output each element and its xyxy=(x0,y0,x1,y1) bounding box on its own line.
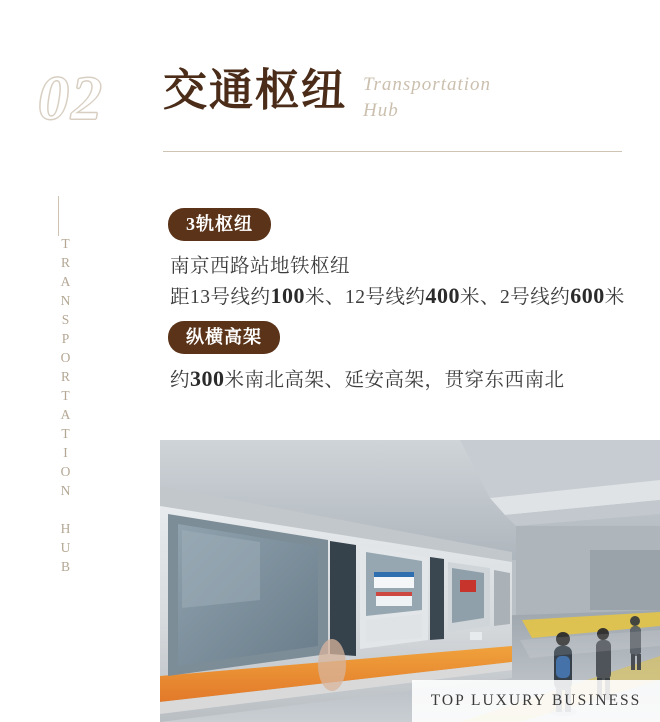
title-divider xyxy=(163,151,622,152)
text-fragment: 米 xyxy=(604,287,625,308)
text-fragment: 约 xyxy=(170,370,191,391)
side-label-vertical: TRANSPORTATION HUB xyxy=(58,236,73,578)
rail-hub-line-1: 南京西路站地铁枢纽 xyxy=(170,256,351,277)
page-title xyxy=(163,66,623,123)
badge-elevated-road: 纵横高架 xyxy=(168,321,280,354)
emphasized-number: 100 xyxy=(270,283,306,308)
side-label-rule xyxy=(58,196,59,236)
title-english-line2: Hub xyxy=(363,99,399,121)
rail-hub-line-2 xyxy=(170,281,625,309)
elevated-road-line-1 xyxy=(170,364,565,392)
title-chinese: 交通枢纽 xyxy=(163,66,347,115)
text-fragment: 米、12号线约 xyxy=(305,287,426,308)
emphasized-number: 300 xyxy=(190,366,225,391)
badge-rail-hub: 3轨枢纽 xyxy=(168,208,271,241)
text-fragment: 距13号线约 xyxy=(170,287,271,308)
text-fragment: 米、2号线约 xyxy=(460,287,571,308)
photo-caption: TOP LUXURY BUSINESS xyxy=(412,680,660,722)
section-number: 02 xyxy=(38,65,104,133)
subway-platform-photo xyxy=(160,440,660,722)
emphasized-number: 600 xyxy=(570,283,605,308)
text-fragment: 米南北高架、延安高架，贯穿东西南北 xyxy=(224,370,565,391)
emphasized-number: 400 xyxy=(425,283,461,308)
title-english-line1: Transportation xyxy=(363,74,492,95)
title-english xyxy=(363,72,491,123)
